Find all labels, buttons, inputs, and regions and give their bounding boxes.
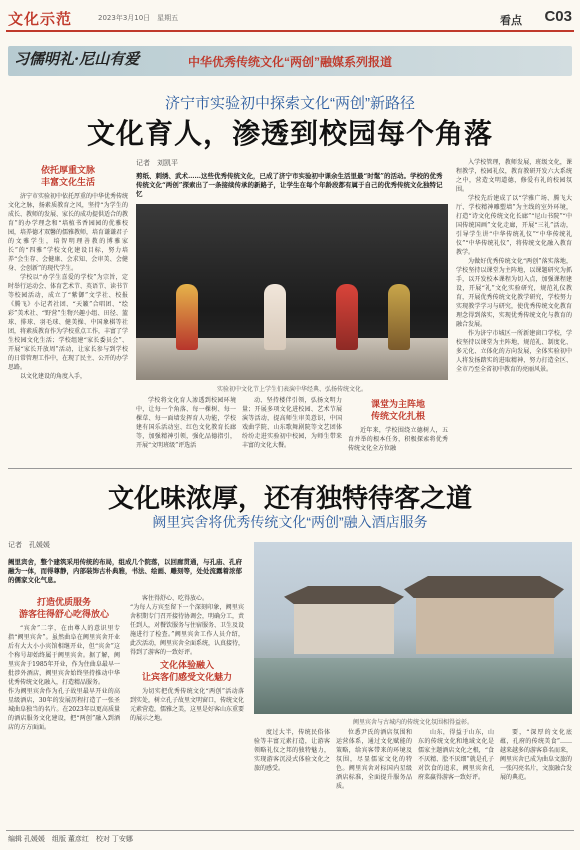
- article1-photo-caption: 实验初中文化节上学生们表演中华经典、弘扬传统文化。: [216, 386, 367, 393]
- page-number: C03: [544, 8, 572, 25]
- article1-lede: 剪纸、刺绣、武术……这些优秀传统文化，已成了济宁市实验初中课余生活里最“时髦”的活动。学校的优秀传统文化“两创”探索出了一条接续传承的新路子，让学生在每个年龄段都有属于自己的优秀传统文化独特记忆: [136, 172, 443, 198]
- section-divider: [8, 468, 572, 469]
- performer-figure: [176, 284, 198, 350]
- article2-subhead: 打造优质服务 游客往得舒心吃得放心: [18, 597, 109, 619]
- article2-subhead: 文化体验融入 让宾客们感受文化魅力: [141, 660, 232, 682]
- article1-right-para: 入学校管理，教师发展，班级文化，课程教学，校园礼仪，教育教研开发六大系统之中，营造文明道德，修爱有礼的校园氛围。: [456, 159, 572, 193]
- article1-right-para: 作为济宁市城区一所新建窗口学校，学校坚持以课堂为主阵地，规范礼、制度化、多元化、立体化的方向发展，全体实验初中人将发扬踏实的进取精神，努力打造全区、全市乃至全省初中教育的亮丽风景。: [456, 330, 572, 373]
- article1-mid-para: 学校将文化育人渗透到校园环境中，让每一个角落、每一棵树、每一棵草、每一面墙发挥育人功能，学校建有国乐活动室、红色文化教育长廊等，加强精神引领，强化品德指引，开展“文明班级”评选活: [136, 397, 236, 449]
- building-roof: [404, 576, 564, 598]
- article1-author: 记者 刘凯平: [136, 160, 178, 167]
- article2-lede: 阙里宾舍，整个建筑采用传统的布局，组成几个院落，以回廊贯通，与孔庙、孔府融为一体，而得尊静，内部装饰古朴典雅，书法、绘画、雕刻等，处处流露着浓郁的儒家文化气息。: [8, 558, 242, 584]
- article2-column-a: [8, 594, 120, 732]
- section-label: 看点: [500, 15, 522, 27]
- article1-left-para: 学校以“办学生喜爱的学校”为宗旨，定时举行运动会、体育艺术节、英语节、读书节等校园活动，成立了“紫御”文学社、校报《腾飞》小记者社团、“天籁”合唱团、“绘彩”美术社、“野营”生物兴趣小组、田径、篮球、排球、羽毛球、健美操、中国象棋等社团，将素质教育作为学校重点工作，丰富了学生校园文化生活；学校组建“家长委员会”、开展“家长开放周”活动，让家长参与到学校的日常管理工作中，在现了民主、公开的办学思路。: [8, 274, 129, 371]
- article1-right-para: 学校先后建成了以“学雅广场、腾飞大厅、学校精神雕塑墙”为主线的室外环境，打造“诗文化传统文化长廊”“尼山书院”“中国传统国画”文化走廊，开展“三礼”活动，引导学生讲“中华传统礼仪”“中华传统礼仪”“中华传统礼仪”，将传统文化融入教育教学。: [456, 195, 572, 256]
- banner-subtitle: 中华优秀传统文化“两创”融媒系列报道: [188, 55, 393, 69]
- article2-photo: [254, 542, 572, 714]
- brand-logo: 文化示范: [8, 10, 73, 28]
- masthead: [0, 0, 580, 46]
- article1-right-para: 为做好优秀传统文化“两创”落实落地，学校坚持以课堂为主阵地，以课题研究为抓手，以开发校本课程为切入点，加强课程建设，开展“礼”文化实验研究，规范礼仪教育，开展优秀传统文化教学研究，学校努力实现教学学习与研究，使优秀传统文化教育理念得到落实，实现优秀传统文化与教育的融合发展。: [456, 258, 572, 328]
- performer-figure: [388, 284, 410, 350]
- building-wall: [294, 604, 394, 654]
- article2-para: “宾舍”二字，在由尊人的意识里专指“阙里宾舍”。虽然曲阜在阙里宾舍开业后有大大小小宾馆相继开业，但“宾舍”这个称号却始终属于阙里宾舍。据了解，阙里宾舍于1985年开业，作为住曲阜最早一批涉外酒店，阙里宾舍始终坚持推动中华优秀传统文化融入，打造精品服务。 作为阙里宾舍作为孔子故里最早开业的高星级酒店，30年的发展历程打造了一张圣城曲阜独当的名片。在2023年以更高质量的酒店服务文化建设，把“两创”融入到酒店的方方面面。: [8, 625, 120, 731]
- article2-headline: 文化味浓厚，还有独特待客之道: [107, 484, 472, 514]
- banner-calligraphy: 习儒明礼·尼山有爱: [14, 50, 140, 68]
- article2-author: 记者 孔媛媛: [8, 542, 50, 549]
- article1-kicker: 济宁市实验初中探索文化“两创”新路径: [165, 95, 415, 112]
- article2-para: 山东，得益于山东，山东的传统文化和地域文化是儒家主题酒店文化之根，“食不厌精、脍不厌细”就是孔子对饮食的追求，阙里宾舍孔府菜赢得游客一致好评。: [418, 729, 494, 781]
- article2-kicker: 阙里宾舍将优秀传统文化“两创”融入酒店服务: [152, 514, 428, 530]
- article1-mid-column-b: [242, 396, 342, 450]
- article1-left-para: 济宁市实验初中依托厚重的中华优秀传统文化之脉，扬素质教育之风，坚持“为学生的成长、教师的发展、家长的成功提供适合的教育”的办学理念和“培植书香园园的优雅校园，培养德才双馨的儒雅教师，培育谦谦君子的文雅学生，培智明理善教的博雅家长”的“四雅”学校文化建设目标，努力培养“会生存、会健康、会求知、会审美、会健身、会创新”的现代学生。: [8, 193, 129, 272]
- masthead-rule: [6, 30, 574, 32]
- reflecting-pool: [254, 658, 572, 714]
- performer-figure: [336, 284, 358, 350]
- article2-para: 客住得舒心、吃得放心。 “为每人方宾至留下一个深刻印象，阙里宾舍积期专门召开接待协调会，明确分工，责任到人，对餐饮服务与住宿服务、卫生及设施进行了检查。”阙里宾舍工作人员介绍，此次活动，阙里宾舍全面系统，认真接待，得到了游客的一致好评。: [130, 595, 245, 656]
- article2-para: 位悉尹氏的酒店氛围和运营体系，通过文化赋能的策略，给宾客带来的环境及氛围，尽显儒家文化的特色。阙里宾舍对标国内星级酒店标准，全面提升服务品质。: [336, 729, 412, 790]
- series-banner: [8, 46, 572, 76]
- article2-para: 要，“深厚的文化底蕴，孔府的传统美食”……越来越多的游客慕名而来，阙里宾舍已成为曲阜文旅的一张闪亮名片，文旅融合发展的典范。: [500, 729, 573, 781]
- article2-column-b: [130, 594, 244, 723]
- article2-column-d: [336, 728, 412, 791]
- article2-column-e: [418, 728, 494, 782]
- building-wall: [416, 598, 554, 654]
- article1-mid-column-a: [136, 396, 236, 450]
- article1-right-column: [456, 158, 572, 374]
- article1-mid-para: 近年来，学校围绕立德树人，五育并举的根本任务，积极探索将优秀传统文化全方位融: [348, 427, 448, 452]
- article1-mid-column-c: [348, 396, 448, 453]
- article2-column-c: [254, 728, 330, 773]
- article1-headline: 文化育人，渗透到校园每个角落: [86, 117, 493, 150]
- building-roof: [284, 586, 404, 604]
- issue-date: 2023年3月10日 星期五: [98, 14, 179, 22]
- article2-para: 度过大半，传统民俗体验等丰富元素打造，让游客领略礼仪之邦的独特魅力，实现游客沉浸式体验文化之旅的感受。: [254, 729, 330, 772]
- footer-rule: [6, 830, 574, 831]
- article2-photo-caption: 阙里宾舍与古城内的传统文化氛围相得益彰。: [352, 719, 473, 726]
- footer-credits: 编辑 孔媛媛 组版 董彦红 校对 丁安娜: [8, 836, 133, 843]
- article1-left-para: 以文化建设的角度入手，: [20, 373, 87, 380]
- article1-mid-para: 动、坚持楼伴引领，弘扬文明力量；开展多项文化进校园、艺术节展演等活动，提高师生审美意识，中国戏曲学院、山东歌舞剧院等文艺团体纷纷走进实验初中校园，为师生带来丰富的文化大餐。: [242, 397, 342, 449]
- article1-left-subhead: 依托厚重文脉 丰富文化生活: [40, 165, 95, 187]
- article1-photo: [136, 204, 448, 380]
- article1-mid-subhead: 课堂为主阵地 传统文化扎根: [370, 399, 425, 421]
- article1-left-column: [8, 162, 128, 381]
- performer-figure: [264, 284, 286, 350]
- article2-column-f: [500, 728, 572, 782]
- article2-para: 为切实把优秀传统文化“两创”活动落到实处，树立孔子故里文明窗口，传统文化元素营造，儒雅之美，这里是好客山东重要的展示之地。: [130, 688, 245, 722]
